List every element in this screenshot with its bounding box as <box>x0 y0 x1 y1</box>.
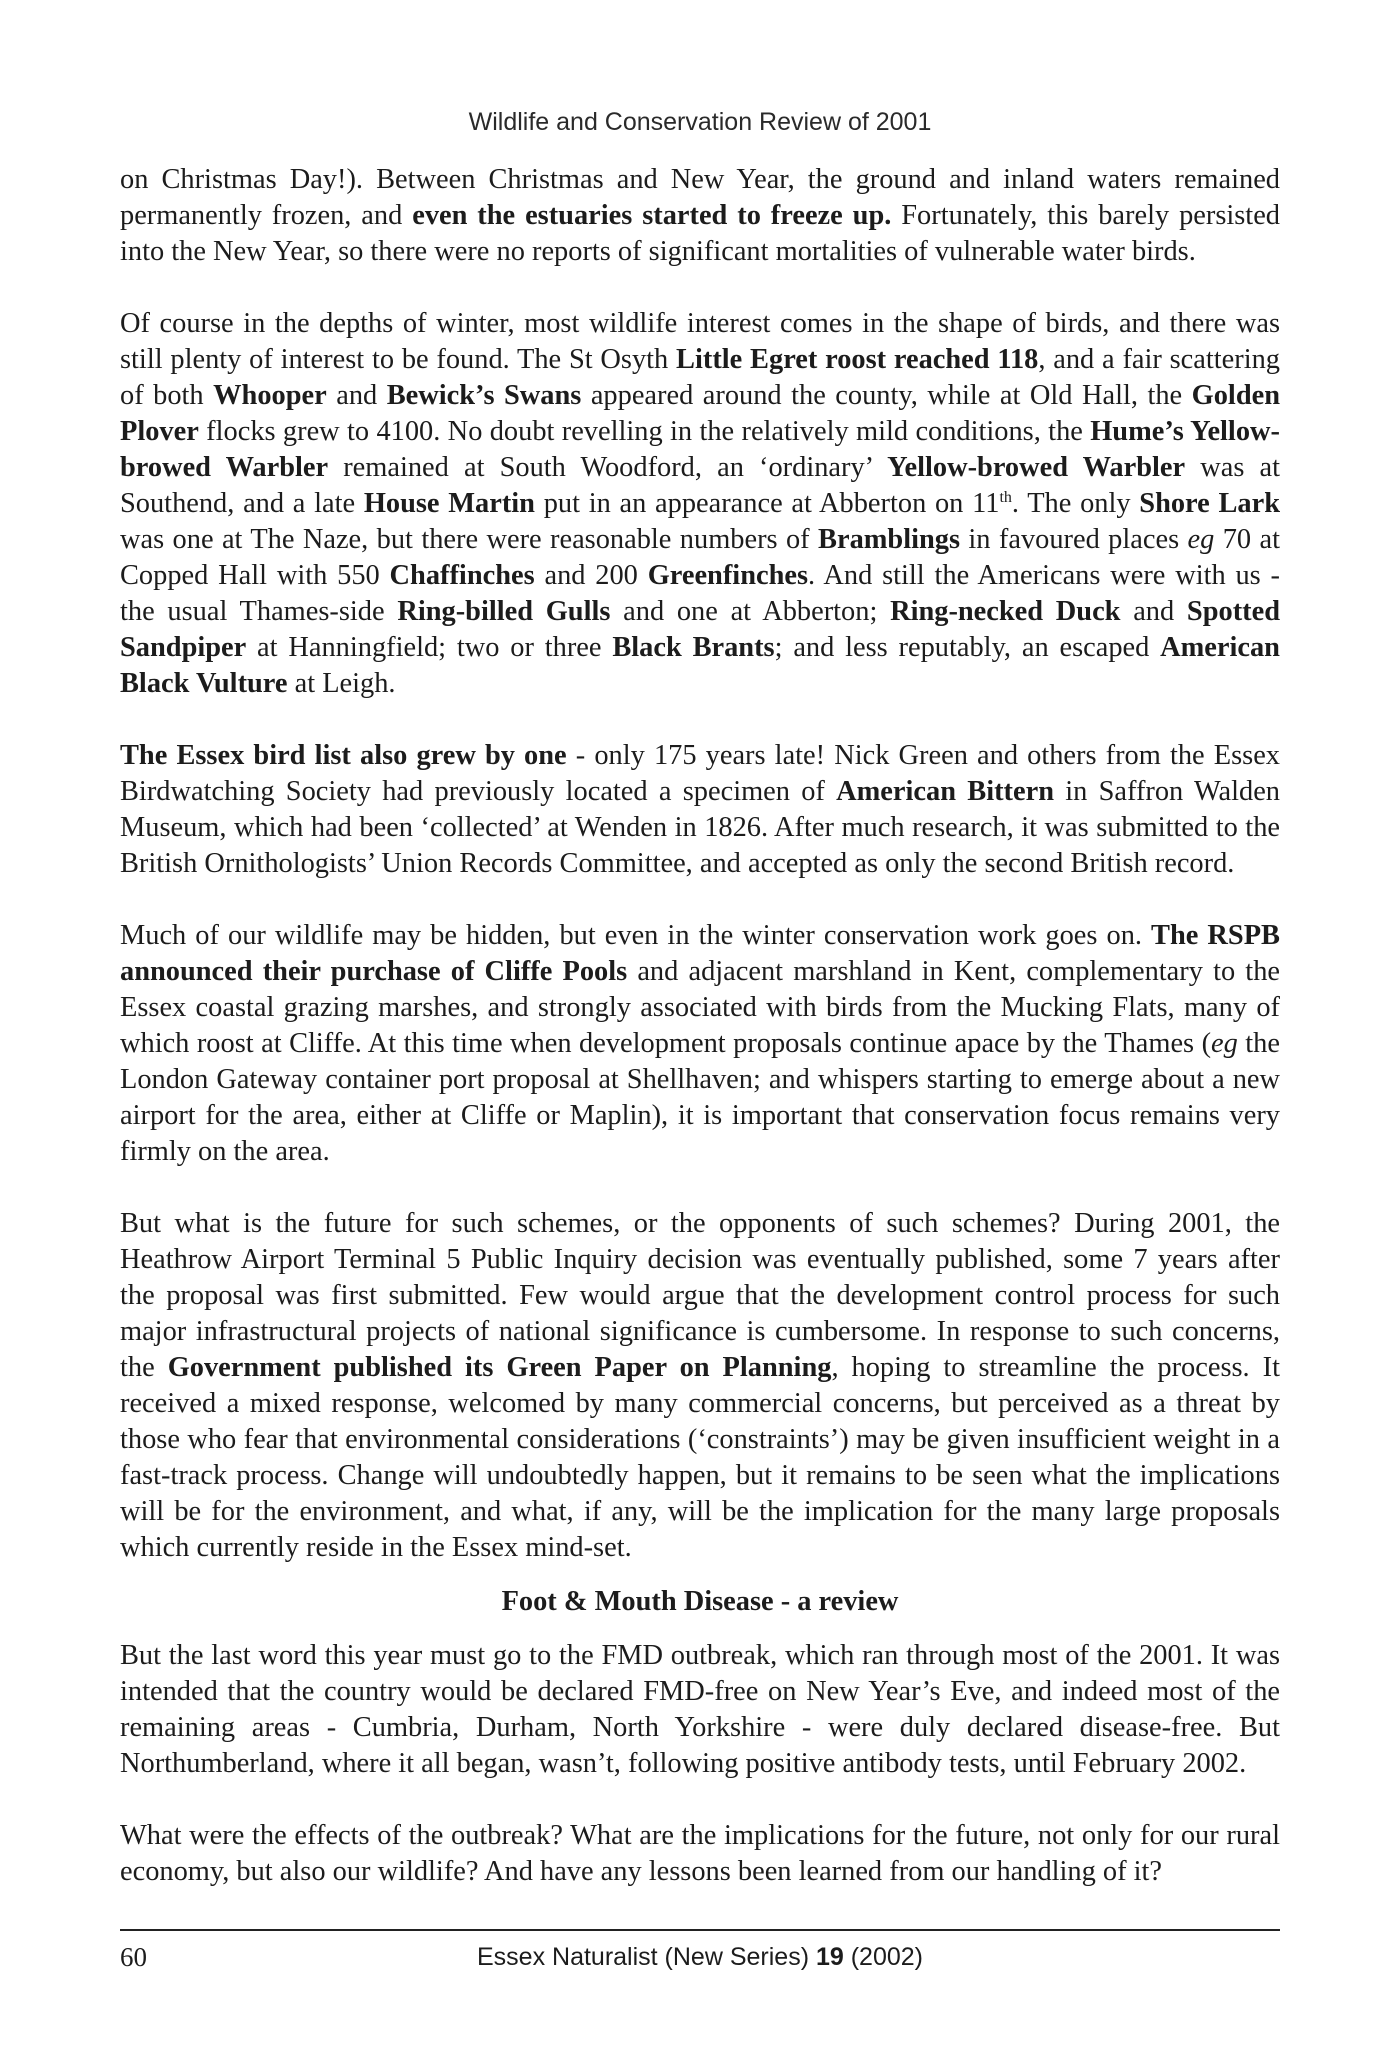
section-heading: Foot & Mouth Disease - a review <box>501 1586 899 1617</box>
bold-highlight: Chaffinches <box>389 560 535 591</box>
text-run: in Saffron Walden Museum, which had been ‘collected’ at Wenden in 1826. After much research, it was submitted to the British Ornithologists’ Union Records Committee, and accepted as only the second British record. <box>120 776 1281 879</box>
text-run: was one at The Naze, but there were reasonable numbers of <box>120 524 819 555</box>
text-run: ; and less reputably, an escaped <box>774 632 1161 663</box>
bold-highlight: Spotted Sandpiper <box>120 596 1280 663</box>
paragraph-winter-freeze <box>120 162 1280 270</box>
paragraph-fmd-outbreak: But the last word this year must go to the FMD outbreak, which ran through most of the 2001. It was intended that the country would be declared FMD-free on New Year’s Eve, and indeed most of the remaining areas - Cumbria, Durham, North Yorkshire - were duly declared disease-free. But Northumberland, where it all began, wasn’t, following positive antibody tests, until February 2002. <box>120 1640 1280 1779</box>
text-run: and <box>1120 596 1187 627</box>
bold-highlight: Whooper <box>213 380 327 411</box>
bold-highlight: American Black Vulture <box>120 632 1280 699</box>
text-run: flocks grew to 4100. No doubt revelling in the relatively mild conditions, the <box>198 416 1091 447</box>
text-run: and adjacent marshland in Kent, complementary to the Essex coastal grazing marshes, and strongly associated with birds from the Mucking Flats, many of which roost at Cliffe. At this time when development proposals continue apace by the Thames ( <box>120 956 1280 1059</box>
text-run: and one at Abberton; <box>610 596 891 627</box>
text-run: 70 at Copped Hall with 550 <box>120 524 1281 591</box>
text-run: in favoured places <box>960 524 1188 555</box>
bold-highlight: Ring-necked Duck <box>890 596 1121 627</box>
bold-highlight: Little Egret roost reached 118 <box>676 344 1039 375</box>
italic-abbreviation: eg <box>1187 524 1215 555</box>
bold-highlight: Yellow-browed Warbler <box>887 452 1186 483</box>
bold-highlight: Shore Lark <box>1139 488 1280 519</box>
running-head: Wildlife and Conservation Review of 2001 <box>468 108 932 136</box>
paragraph-planning <box>120 1206 1280 1566</box>
text-run: Of course in the depths of winter, most wildlife interest comes in the shape of birds, and there was still plenty of interest to be found. The St Osyth <box>120 308 1280 375</box>
bold-highlight: American Bittern <box>836 776 1054 807</box>
page-footer <box>120 1940 1280 1974</box>
bold-highlight: Bewick’s Swans <box>386 380 582 411</box>
journal-year: (2002) <box>843 1943 923 1971</box>
text-run: at Hanningfield; two or three <box>246 632 613 663</box>
text-run: appeared around the county, while at Old Hall, the <box>581 380 1192 411</box>
text-run: . And still the Americans were with us - the usual Thames-side <box>120 560 1281 627</box>
text-run: , and a fair scattering of both <box>120 344 1280 411</box>
bold-highlight: even the estuaries started to freeze up. <box>412 200 892 231</box>
text-run: - only 175 years late! Nick Green and others from the Essex Birdwatching Society had previously located a specimen of <box>120 740 1280 807</box>
paragraph-rspb-cliffe <box>120 918 1280 1170</box>
text-run: on Christmas Day!). Between Christmas and New Year, the ground and inland waters remained permanently frozen, and <box>120 164 1280 231</box>
text-run: Fortunately, this barely persisted into the New Year, so there were no reports of significant mortalities of vulnerable water birds. <box>120 200 1280 267</box>
text-run: remained at South Woodford, an ‘ordinary’ <box>328 452 888 483</box>
text-run: the London Gateway container port proposal at Shellhaven; and whispers starting to emerge about a new airport for the area, either at Cliffe or Maplin), it is important that conservation focus remains very firmly on the area. <box>120 1028 1280 1167</box>
text-run: put in an appearance at Abberton on 11 <box>534 488 1000 519</box>
italic-abbreviation: eg <box>1211 1028 1238 1059</box>
paragraph-fmd-questions: What were the effects of the outbreak? What are the implications for the future, not only for our rural economy, but also our wildlife? And have any lessons been learned from our handling of it? <box>120 1820 1280 1887</box>
text-run: and <box>326 380 387 411</box>
text-run: But what is the future for such schemes, or the opponents of such schemes? During 2001, the Heathrow Airport Terminal 5 Public Inquiry decision was eventually published, some 7 years after the proposal was first submitted. Few would argue that the development control process for such major infrastructural projects of national significance is cumbersome. In response to such concerns, the <box>120 1208 1280 1383</box>
text-run: Much of our wildlife may be hidden, but even in the winter conservation work goes on. <box>120 920 1152 951</box>
bold-highlight: House Martin <box>363 488 535 519</box>
paragraph-bird-list <box>120 738 1280 882</box>
journal-name: Essex Naturalist (New Series) <box>476 1943 816 1971</box>
bold-highlight: Bramblings <box>818 524 961 555</box>
bold-highlight: Black Brants <box>612 632 775 663</box>
bold-highlight: The Essex bird list also grew by one <box>120 740 567 771</box>
bold-highlight: Ring-billed Gulls <box>397 596 611 627</box>
bold-highlight: Hume’s Yellow-browed Warbler <box>120 416 1280 483</box>
article-body <box>120 162 1280 1926</box>
bold-highlight: Greenfinches <box>647 560 809 591</box>
journal-citation <box>120 1940 1280 1974</box>
text-run: . The only <box>1011 488 1140 519</box>
text-run: was at Southend, and a late <box>120 452 1281 519</box>
text-run: , hoping to streamline the process. It received a mixed response, welcomed by many commercial concerns, but perceived as a threat by those who fear that environmental considerations (‘constraints’) may be given insufficient weight in a fast-track process. Change will undoubtedly happen, but it remains to be seen what the implications will be for the environment, and what, if any, will be the implication for the many large proposals which currently reside in the Essex mind-set. <box>120 1352 1280 1563</box>
ordinal-superscript: th <box>999 489 1012 506</box>
journal-volume: 19 <box>815 1943 844 1971</box>
text-run: and 200 <box>534 560 648 591</box>
page-number: 60 <box>120 1942 147 1972</box>
bold-highlight: The RSPB announced their purchase of Cliffe Pools <box>120 920 1280 987</box>
bold-highlight: Government published its Green Paper on Planning <box>167 1352 832 1383</box>
text-run: at Leigh. <box>287 668 396 699</box>
footer-rule <box>120 1929 1280 1931</box>
bold-highlight: Golden Plover <box>120 380 1281 447</box>
paragraph-winter-birds <box>120 306 1280 702</box>
